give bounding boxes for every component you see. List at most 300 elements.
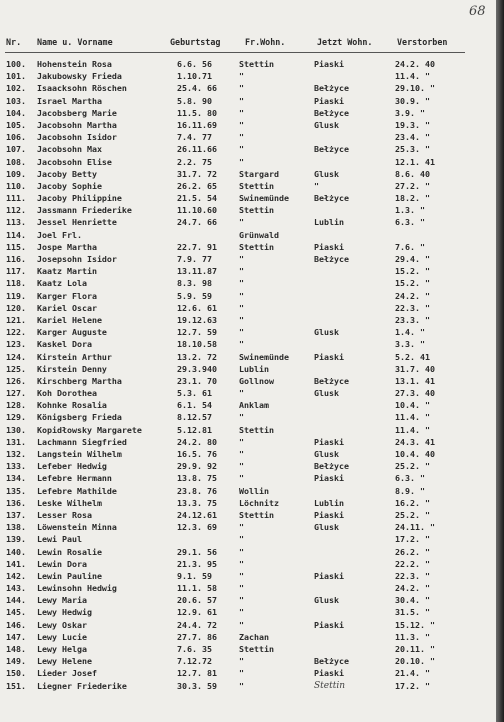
- row-number: 127.: [6, 388, 26, 399]
- row-death-date: 24.2. ": [395, 583, 430, 594]
- table-row: [0, 70, 496, 82]
- row-death-date: 23.3. ": [395, 314, 430, 325]
- row-former-residence: ": [239, 71, 244, 82]
- row-name: Jacobsohn Max: [37, 144, 102, 155]
- row-death-date: 7.6. ": [395, 241, 425, 252]
- row-name: Jacobsohn Elise: [37, 156, 112, 167]
- row-birthdate: 29.3.940: [177, 363, 217, 374]
- row-name: Jospe Martha: [37, 241, 97, 252]
- row-name: Kariel Oscar: [37, 302, 97, 313]
- row-birthdate: 12.3. 69: [177, 522, 217, 533]
- row-current-residence: Stettin: [314, 680, 346, 691]
- row-death-date: 1.4. ": [395, 327, 425, 338]
- row-death-date: 6.3. ": [395, 217, 425, 228]
- row-number: 133.: [6, 461, 26, 472]
- row-number: 125.: [6, 363, 26, 374]
- row-current-residence: Piaski: [314, 436, 344, 447]
- row-current-residence: Glusk: [314, 449, 339, 459]
- row-name: Jassmann Friederike: [37, 205, 132, 216]
- row-birthdate: 30.3. 59: [177, 680, 217, 691]
- table-row: [0, 131, 496, 143]
- row-death-date: 12.1. 41: [395, 156, 435, 167]
- row-former-residence: ": [239, 680, 244, 691]
- row-former-residence: ": [239, 144, 244, 155]
- row-current-residence: ": [314, 180, 319, 191]
- row-death-date: 11.3. ": [395, 631, 430, 642]
- row-death-date: 18.2. ": [395, 193, 430, 204]
- row-former-residence: ": [239, 534, 244, 545]
- row-number: 147.: [6, 631, 26, 642]
- row-current-residence: Glusk: [314, 327, 339, 338]
- row-former-residence: Stargard: [239, 168, 279, 179]
- row-current-residence: Glusk: [314, 595, 339, 606]
- row-current-residence: Bełżyce: [314, 144, 349, 155]
- row-former-residence: ": [239, 412, 244, 423]
- row-current-residence: Glusk: [314, 168, 339, 179]
- table-row: [0, 314, 496, 326]
- header-name: Name u. Vorname: [37, 37, 113, 47]
- row-number: 141.: [6, 558, 26, 569]
- table-row: [0, 302, 496, 314]
- row-number: 104.: [6, 107, 26, 118]
- row-number: 143.: [6, 583, 26, 594]
- row-birthdate: 19.12.63: [177, 314, 217, 325]
- row-number: 112.: [6, 205, 26, 216]
- row-number: 134.: [6, 473, 26, 484]
- row-birthdate: 8.3. 98: [177, 278, 212, 289]
- row-birthdate: 9.1. 59: [177, 570, 212, 581]
- row-death-date: 15.2. ": [395, 278, 430, 289]
- row-former-residence: ": [239, 388, 244, 399]
- row-death-date: 24.11. ": [395, 522, 435, 533]
- row-current-residence: Glusk: [314, 388, 339, 399]
- row-name: Lefeber Hedwig: [37, 461, 107, 472]
- table-row: [0, 375, 496, 387]
- row-number: 119.: [6, 290, 26, 301]
- row-former-residence: Stettin: [239, 59, 274, 69]
- row-current-residence: Piaski: [314, 351, 344, 362]
- row-birthdate: 1.10.71: [177, 71, 212, 82]
- row-current-residence: Piaski: [314, 570, 344, 581]
- row-name: Leske Wilhelm: [37, 497, 102, 508]
- row-death-date: 29.10. ": [395, 83, 435, 94]
- row-birthdate: 26.11.66: [177, 144, 217, 155]
- row-death-date: 8.9. ": [395, 485, 425, 496]
- row-birthdate: 23.1. 70: [177, 375, 217, 386]
- row-birthdate: 24.12.61: [177, 509, 217, 520]
- row-former-residence: ": [239, 132, 244, 143]
- row-number: 149.: [6, 656, 26, 667]
- row-name: Lefebre Hermann: [37, 473, 112, 484]
- table-row: [0, 570, 496, 582]
- row-name: Kaatz Lola: [37, 278, 87, 289]
- row-birthdate: 7.4. 77: [177, 132, 212, 143]
- row-name: Joel Frl.: [37, 229, 82, 240]
- row-death-date: 30.9. ": [395, 95, 430, 106]
- row-former-residence: ": [239, 449, 244, 459]
- row-number: 128.: [6, 400, 26, 411]
- row-former-residence: Zachan: [239, 631, 269, 642]
- table-row: [0, 558, 496, 570]
- table-row: [0, 95, 496, 107]
- row-number: 129.: [6, 412, 26, 423]
- register-table: [0, 58, 496, 692]
- row-number: 140.: [6, 546, 26, 557]
- row-current-residence: Bełżyce: [314, 656, 349, 667]
- table-row: [0, 143, 496, 155]
- row-number: 145.: [6, 607, 26, 618]
- table-row: [0, 521, 496, 533]
- row-name: Jacobsohn Martha: [37, 119, 117, 130]
- row-name: Jacobsberg Marie: [37, 107, 117, 118]
- table-row: [0, 424, 496, 436]
- table-row: [0, 253, 496, 265]
- row-name: Jacoby Betty: [37, 168, 97, 179]
- row-name: Lewy Helga: [37, 644, 87, 654]
- row-birthdate: 13.11.87: [177, 266, 217, 277]
- row-number: 148.: [6, 644, 26, 654]
- table-row: [0, 460, 496, 472]
- row-name: Kopidłowsky Margarete: [37, 424, 142, 435]
- row-death-date: 1.3. ": [395, 205, 425, 216]
- row-death-date: 3.3. ": [395, 339, 425, 350]
- row-former-residence: Stettin: [239, 424, 274, 435]
- table-row: [0, 680, 496, 692]
- row-name: Kohnke Rosalia: [37, 400, 107, 411]
- row-death-date: 31.7. 40: [395, 363, 435, 374]
- row-former-residence: Swinemünde: [239, 193, 289, 204]
- table-row: [0, 180, 496, 192]
- table-row: [0, 229, 496, 241]
- row-former-residence: Stettin: [239, 241, 274, 252]
- table-row: [0, 509, 496, 521]
- table-row: [0, 594, 496, 606]
- row-former-residence: Stettin: [239, 644, 274, 654]
- header-nr: Nr.: [6, 37, 22, 47]
- row-death-date: 3.9. ": [395, 107, 425, 118]
- row-former-residence: Grünwald: [239, 229, 279, 240]
- header-geburtstag: Geburtstag: [170, 37, 221, 47]
- row-death-date: 25.2. ": [395, 509, 430, 520]
- row-number: 144.: [6, 595, 26, 606]
- row-former-residence: ": [239, 461, 244, 472]
- row-number: 122.: [6, 327, 26, 338]
- row-name: Lewy Maria: [37, 595, 87, 606]
- row-number: 103.: [6, 95, 26, 106]
- row-number: 132.: [6, 449, 26, 459]
- table-row: [0, 411, 496, 423]
- row-current-residence: Glusk: [314, 119, 339, 130]
- row-birthdate: 7.9. 77: [177, 254, 212, 264]
- row-name: Lieder Josef: [37, 668, 97, 679]
- table-row: [0, 546, 496, 558]
- row-current-residence: Piaski: [314, 241, 344, 252]
- table-row: [0, 667, 496, 679]
- row-birthdate: 21.5. 54: [177, 193, 217, 204]
- row-birthdate: 24.2. 80: [177, 436, 217, 447]
- row-birthdate: 12.7. 59: [177, 327, 217, 338]
- row-birthdate: 6.6. 56: [177, 59, 212, 69]
- row-former-residence: ": [239, 314, 244, 325]
- row-number: 114.: [6, 229, 26, 240]
- row-former-residence: ": [239, 83, 244, 94]
- row-number: 113.: [6, 217, 26, 228]
- row-number: 130.: [6, 424, 26, 435]
- row-name: Karger Flora: [37, 290, 97, 301]
- row-number: 116.: [6, 254, 26, 264]
- table-row: [0, 168, 496, 180]
- row-birthdate: 2.2. 75: [177, 156, 212, 167]
- table-row: [0, 485, 496, 497]
- row-former-residence: ": [239, 656, 244, 667]
- row-birthdate: 22.7. 91: [177, 241, 217, 252]
- row-birthdate: 11.1. 58: [177, 583, 217, 594]
- row-birthdate: 6.1. 54: [177, 400, 212, 411]
- row-birthdate: 31.7. 72: [177, 168, 217, 179]
- table-row: [0, 497, 496, 509]
- header-rule: [5, 52, 465, 53]
- table-row: [0, 631, 496, 643]
- row-death-date: 5.2. 41: [395, 351, 430, 362]
- row-number: 121.: [6, 314, 26, 325]
- row-name: Lewin Pauline: [37, 570, 102, 581]
- row-name: Israel Martha: [37, 95, 102, 106]
- row-former-residence: Swinemünde: [239, 351, 289, 362]
- row-name: Kariel Helene: [37, 314, 102, 325]
- table-row: [0, 241, 496, 253]
- row-name: Königsberg Frieda: [37, 412, 122, 423]
- row-name: Lewy Hedwig: [37, 607, 92, 618]
- row-name: Josepsohn Isidor: [37, 254, 117, 264]
- row-death-date: 24.2. 40: [395, 59, 435, 69]
- row-name: Lewy Lucie: [37, 631, 87, 642]
- row-former-residence: ": [239, 595, 244, 606]
- row-name: Karger Auguste: [37, 327, 107, 338]
- row-birthdate: 8.12.57: [177, 412, 212, 423]
- table-row: [0, 265, 496, 277]
- row-former-residence: Lublin: [239, 363, 269, 374]
- table-row: [0, 338, 496, 350]
- row-number: 108.: [6, 156, 26, 167]
- row-number: 138.: [6, 522, 26, 533]
- row-former-residence: ": [239, 607, 244, 618]
- row-death-date: 8.6. 40: [395, 168, 430, 179]
- row-former-residence: Löchnitz: [239, 497, 279, 508]
- row-death-date: 26.2. ": [395, 546, 430, 557]
- table-row: [0, 277, 496, 289]
- table-row: [0, 606, 496, 618]
- row-former-residence: ": [239, 473, 244, 484]
- row-current-residence: Glusk: [314, 522, 339, 533]
- row-name: Jacoby Philippine: [37, 193, 122, 204]
- row-current-residence: Piaski: [314, 473, 344, 484]
- row-name: Kaskel Dora: [37, 339, 92, 350]
- row-death-date: 21.4. ": [395, 668, 430, 679]
- row-death-date: 10.4. 40: [395, 449, 435, 459]
- row-former-residence: ": [239, 290, 244, 301]
- row-name: Kaatz Martin: [37, 266, 97, 277]
- row-number: 118.: [6, 278, 26, 289]
- table-row: [0, 655, 496, 667]
- row-birthdate: 16.5. 76: [177, 449, 217, 459]
- table-row: [0, 119, 496, 131]
- row-former-residence: ": [239, 339, 244, 350]
- row-death-date: 13.1. 41: [395, 375, 435, 386]
- row-number: 109.: [6, 168, 26, 179]
- header-verstorben: Verstorben: [397, 37, 448, 47]
- row-birthdate: 12.6. 61: [177, 302, 217, 313]
- row-birthdate: 21.3. 95: [177, 558, 217, 569]
- row-birthdate: 20.6. 57: [177, 595, 217, 606]
- row-former-residence: ": [239, 436, 244, 447]
- row-birthdate: 5.3. 61: [177, 388, 212, 399]
- table-row: [0, 387, 496, 399]
- row-former-residence: Anklam: [239, 400, 269, 411]
- row-name: Jacobsohn Isidor: [37, 132, 117, 143]
- row-birthdate: 23.8. 76: [177, 485, 217, 496]
- row-birthdate: 5.8. 90: [177, 95, 212, 106]
- page-number: 68: [469, 4, 486, 19]
- table-row: [0, 363, 496, 375]
- row-birthdate: 26.2. 65: [177, 180, 217, 191]
- row-birthdate: 13.2. 72: [177, 351, 217, 362]
- row-death-date: 25.3. ": [395, 144, 430, 155]
- row-former-residence: ": [239, 302, 244, 313]
- row-death-date: 20.11. ": [395, 644, 435, 654]
- row-name: Lesser Rosa: [37, 509, 92, 520]
- row-former-residence: Stettin: [239, 509, 274, 520]
- row-death-date: 20.10. ": [395, 656, 435, 667]
- row-name: Lewy Oskar: [37, 619, 87, 630]
- table-row: [0, 216, 496, 228]
- row-death-date: 16.2. ": [395, 497, 430, 508]
- table-row: [0, 156, 496, 168]
- row-former-residence: Gollnow: [239, 375, 274, 386]
- table-row: [0, 643, 496, 655]
- header-fr-wohn: Fr.Wohn.: [245, 37, 286, 47]
- row-former-residence: Wollin: [239, 485, 269, 496]
- row-former-residence: ": [239, 583, 244, 594]
- row-former-residence: ": [239, 107, 244, 118]
- row-death-date: 23.4. ": [395, 132, 430, 143]
- row-current-residence: Lublin: [314, 497, 344, 508]
- row-death-date: 11.4. ": [395, 424, 430, 435]
- row-former-residence: ": [239, 95, 244, 106]
- row-name: Kirstein Denny: [37, 363, 107, 374]
- table-row: [0, 619, 496, 631]
- row-name: Lewi Paul: [37, 534, 82, 545]
- row-birthdate: 12.7. 81: [177, 668, 217, 679]
- row-birthdate: 27.7. 86: [177, 631, 217, 642]
- page-edge: [496, 0, 504, 722]
- row-current-residence: Bełżyce: [314, 193, 349, 204]
- row-death-date: 30.4. ": [395, 595, 430, 606]
- row-birthdate: 18.10.58: [177, 339, 217, 350]
- row-former-residence: ": [239, 327, 244, 338]
- row-birthdate: 5.9. 59: [177, 290, 212, 301]
- row-death-date: 10.4. ": [395, 400, 430, 411]
- row-number: 110.: [6, 180, 26, 191]
- row-death-date: 15.2. ": [395, 266, 430, 277]
- row-former-residence: ": [239, 668, 244, 679]
- row-current-residence: Piaski: [314, 59, 344, 69]
- row-birthdate: 11.5. 80: [177, 107, 217, 118]
- table-row: [0, 326, 496, 338]
- row-number: 126.: [6, 375, 26, 386]
- table-row: [0, 448, 496, 460]
- row-birthdate: 12.9. 61: [177, 607, 217, 618]
- row-former-residence: ": [239, 278, 244, 289]
- row-number: 120.: [6, 302, 26, 313]
- row-number: 111.: [6, 193, 26, 204]
- table-row: [0, 204, 496, 216]
- row-birthdate: 25.4. 66: [177, 83, 217, 94]
- row-former-residence: Stettin: [239, 205, 274, 216]
- row-death-date: 17.2. ": [395, 534, 430, 545]
- row-birthdate: 7.12.72: [177, 656, 212, 667]
- row-birthdate: 11.10.60: [177, 205, 217, 216]
- row-death-date: 24.2. ": [395, 290, 430, 301]
- row-name: Langstein Wilhelm: [37, 449, 122, 459]
- row-death-date: 11.4. ": [395, 71, 430, 82]
- row-former-residence: ": [239, 546, 244, 557]
- table-row: [0, 58, 496, 70]
- row-former-residence: ": [239, 522, 244, 533]
- row-number: 123.: [6, 339, 26, 350]
- row-name: Lewy Helene: [37, 656, 92, 667]
- row-current-residence: Bełżyce: [314, 375, 349, 386]
- row-name: Lewinsohn Hedwig: [37, 583, 117, 594]
- row-death-date: 27.2. ": [395, 180, 430, 191]
- table-row: [0, 533, 496, 545]
- row-name: Koh Dorothea: [37, 388, 97, 399]
- row-name: Hohenstein Rosa: [37, 59, 112, 69]
- row-former-residence: ": [239, 619, 244, 630]
- row-birthdate: 24.4. 72: [177, 619, 217, 630]
- table-row: [0, 82, 496, 94]
- row-death-date: 11.4. ": [395, 412, 430, 423]
- row-death-date: 19.3. ": [395, 119, 430, 130]
- row-current-residence: Piaski: [314, 509, 344, 520]
- row-birthdate: 13.8. 75: [177, 473, 217, 484]
- row-current-residence: Bełżyce: [314, 83, 349, 94]
- header-jetzt-wohn: Jetzt Wohn.: [317, 37, 373, 47]
- row-death-date: 25.2. ": [395, 461, 430, 472]
- row-number: 106.: [6, 132, 26, 143]
- row-former-residence: Stettin: [239, 180, 274, 191]
- row-number: 137.: [6, 509, 26, 520]
- row-birthdate: 16.11.69: [177, 119, 217, 130]
- row-name: Liegner Friederike: [37, 680, 127, 691]
- row-current-residence: Bełżyce: [314, 107, 349, 118]
- row-name: Isaacksohn Röschen: [37, 83, 127, 94]
- row-death-date: 15.12. ": [395, 619, 435, 630]
- table-row: [0, 472, 496, 484]
- row-name: Jakubowsky Frieda: [37, 71, 122, 82]
- row-number: 102.: [6, 83, 26, 94]
- table-row: [0, 351, 496, 363]
- row-birthdate: 29.1. 56: [177, 546, 217, 557]
- row-former-residence: ": [239, 570, 244, 581]
- table-row: [0, 436, 496, 448]
- row-death-date: 22.3. ": [395, 570, 430, 581]
- row-number: 124.: [6, 351, 26, 362]
- table-row: [0, 290, 496, 302]
- row-current-residence: Bełżyce: [314, 461, 349, 472]
- row-number: 100.: [6, 59, 26, 69]
- row-death-date: 27.3. 40: [395, 388, 435, 399]
- row-death-date: 29.4. ": [395, 254, 430, 264]
